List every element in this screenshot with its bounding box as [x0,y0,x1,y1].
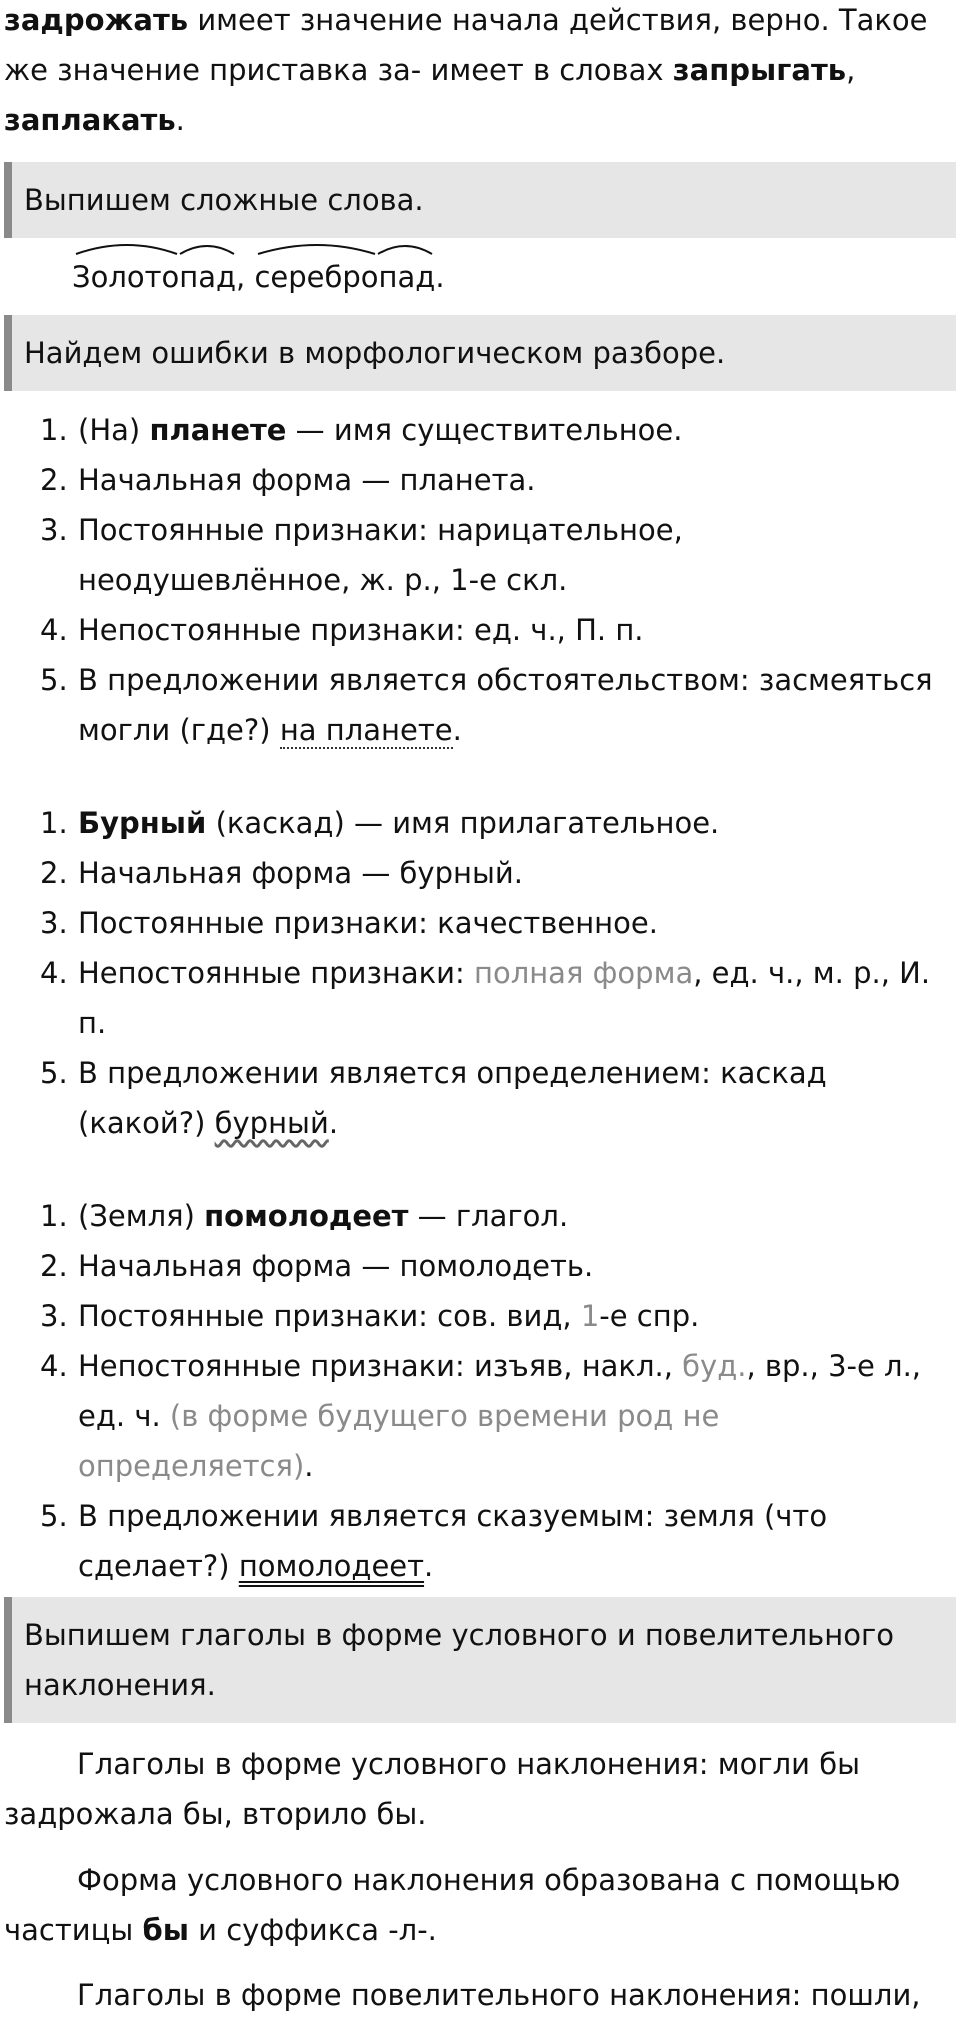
list-item: 2. Начальная форма — помолодеть. [40,1249,594,1283]
corrected-text: буд. [682,1349,747,1383]
list-item: 1. (На) планете — имя существительное. [40,413,683,447]
list-item: 3. Постоянные признаки: качественное. [40,906,658,940]
underlined-attribute: бурный [214,1106,329,1140]
list-item: 4. Непостоянные признаки: ед. ч., П. п. [40,613,644,647]
word-zadrozhat: задрожать [4,3,189,37]
list-item: 3. Постоянные признаки: сов. вид, 1-е спр. [40,1299,700,1333]
list-item: 5. В предложении является определением: каскад (какой?) бурный. [40,1056,827,1140]
list-item: 2. Начальная форма — планета. [40,463,536,497]
section-heading-compound-words: Выпишем сложные слова. [4,162,956,238]
list-item: 5. В предложении является сказуемым: земля (что сделает?) помолодеет. [40,1499,828,1583]
list-item: 1. Бурный (каскад) — имя прилагательное. [40,806,720,840]
morph-analysis-burnyi [0,798,960,1148]
underlined-adverbial: на планете [279,713,453,747]
section-heading-morphology-errors: Найдем ошибки в морфологическом разборе. [4,315,956,391]
list-item: 2. Начальная форма — бурный. [40,856,523,890]
word-zaplakat: заплакать [4,103,176,137]
list-item: 4. Непостоянные признаки: полная форма, ед. ч., м. р., И. п. [40,956,931,1040]
list-item: 4. Непостоянные признаки: изъяв, накл., буд., вр., 3-е л., ед. ч. (в форме будущего времени род не определяется). [40,1349,922,1483]
intro-paragraph: задрожать имеет значение начала действия, верно. Такое же значение приставка за- имеет в словах запрыгать, заплакать. [4,3,928,137]
corrected-text: 1 [580,1299,600,1333]
paragraph-conditional-verbs: Глаголы в форме условного наклонения: могли бы задрожала бы, вторило бы. [4,1747,860,1831]
section-heading-verb-moods: Выпишем глаголы в форме условного и повелительного наклонения. [4,1597,956,1723]
paragraph-imperative-verbs: Глаголы в форме повелительного наклонения: пошли, [77,1978,921,2012]
corrected-text: полная форма [473,956,694,990]
compound-words: Золотопад, серебропад. [72,260,445,294]
list-item: 3. Постоянные признаки: нарицательное, неодушевлённое, ж. р., 1-е скл. [40,513,683,597]
list-item: 1. (Земля) помолодеет — глагол. [40,1199,569,1233]
word-zaprygat: запрыгать [672,53,847,87]
morph-analysis-planete [0,405,960,755]
list-item: 5. В предложении является обстоятельством: засмеяться могли (где?) на планете. [40,663,933,747]
underlined-predicate: помолодеет [238,1549,425,1583]
compound-words-line [72,252,445,302]
paragraph-conditional-formation: Форма условного наклонения образована с помощью частицы бы и суффикса -л-. [4,1863,901,1947]
morph-analysis-pomolodeet [0,1191,960,1591]
morpheme-root-arcs [72,242,452,262]
corrected-text: (в форме будущего времени род не определяется) [78,1399,720,1483]
